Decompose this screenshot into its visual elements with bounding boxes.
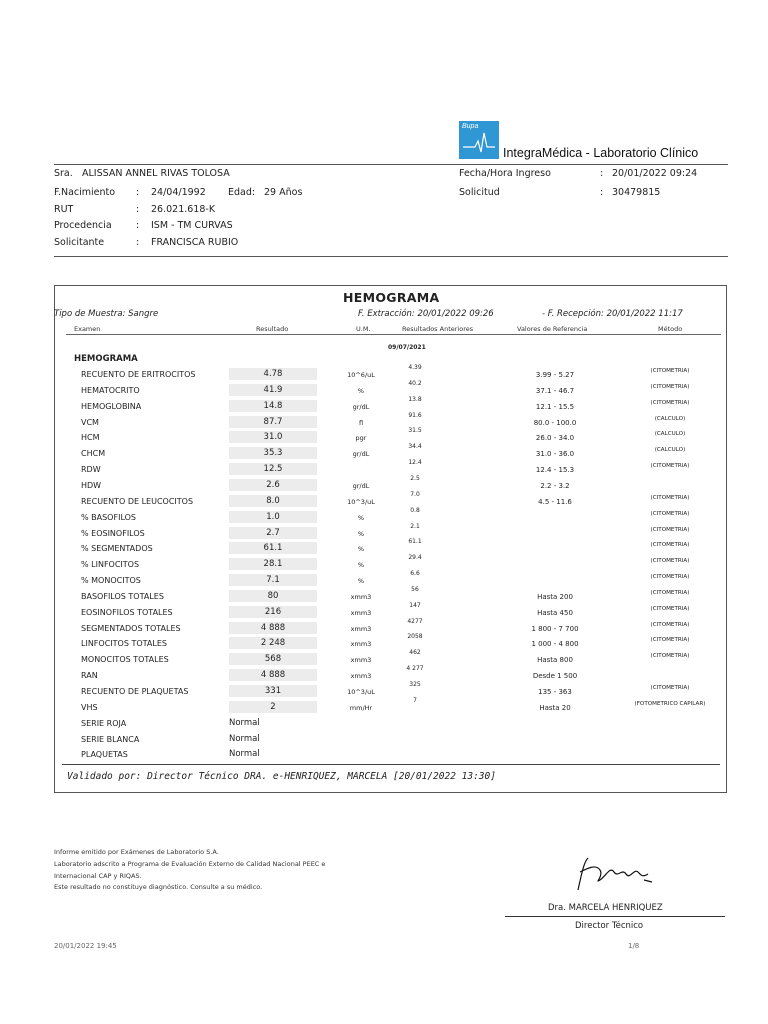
exam-unit: 10^3/uL [347,498,375,506]
exam-name: LINFOCITOS TOTALES [81,639,167,648]
exam-unit: % [357,577,365,585]
previous-result: 12.4 [408,459,422,466]
signer-name: Dra. MARCELA HENRIQUEZ [548,903,663,913]
previous-result: 7.0 [410,491,420,498]
exam-name: RAN [81,671,98,680]
exam-unit: xmm3 [350,640,372,648]
bupa-logo [459,121,499,159]
exam-result: 14.8 [229,400,317,412]
exam-name: % LINFOCITOS [81,560,140,569]
exam-method: (CALCULO) [654,447,686,453]
colon: : [136,187,140,198]
divider-columns [66,334,721,335]
col-um: U.M. [356,325,371,333]
exam-method: (CITOMETRIA) [650,527,690,533]
exam-method: (CITOMETRIA) [650,574,690,580]
procedencia-value: ISM - TM CURVAS [151,220,233,231]
exam-method: (CITOMETRIA) [650,685,690,691]
previous-result: 2.5 [410,475,420,482]
exam-name: RECUENTO DE PLAQUETAS [81,687,189,696]
exam-method: (CITOMETRIA) [650,653,690,659]
exam-unit: xmm3 [350,625,372,633]
exam-name: RECUENTO DE ERITROCITOS [81,370,196,379]
logo-text: Bupa [462,123,479,130]
exam-name: % SEGMENTADOS [81,544,153,553]
col-metodo: Método [658,325,683,333]
colon: : [136,204,140,215]
exam-unit: xmm3 [350,656,372,664]
exam-result: 4 888 [229,669,317,681]
exam-name: VCM [81,418,99,427]
reference-range: 4.5 - 11.6 [538,498,572,506]
exam-method: (CITOMETRIA) [650,558,690,564]
exam-result: 4.78 [229,368,317,380]
exam-result: 41.9 [229,384,317,396]
previous-result: 0.8 [410,507,420,514]
previous-result: 2.1 [410,523,420,530]
exam-result: 1.0 [229,511,317,523]
exam-name: % MONOCITOS [81,576,141,585]
previous-result: 4277 [407,618,423,625]
reference-range: 1 800 - 7 700 [531,625,579,633]
col-anteriores: Resultados Anteriores [402,325,474,333]
reference-range: 3.99 - 5.27 [535,371,575,379]
fecha-extraccion: F. Extracción: 20/01/2022 09:26 [358,309,494,319]
exam-unit: % [357,561,365,569]
reference-range: 37.1 - 46.7 [535,387,575,395]
col-resultado: Resultado [256,325,289,333]
section-title: HEMOGRAMA [74,354,138,364]
exam-unit: xmm3 [350,672,372,680]
exam-result: 2.7 [229,527,317,539]
exam-unit: xmm3 [350,593,372,601]
exam-method: (CITOMETRIA) [650,511,690,517]
exam-method: (CITOMETRIA) [650,606,690,612]
exam-result: 2.6 [229,479,317,491]
rut-value: 26.021.618-K [151,204,216,215]
reference-range: 26.0 - 34.0 [535,434,575,442]
reference-range: Hasta 450 [537,609,573,617]
procedencia-label: Procedencia [54,220,112,231]
reference-range: 12.4 - 15.3 [535,466,575,474]
footer-line: Este resultado no constituye diagnóstico. Consulte a su médico. [54,883,263,891]
reference-range: 1 000 - 4 800 [531,640,579,648]
exam-method: (CALCULO) [654,431,686,437]
exam-result: Normal [229,718,260,728]
ingreso-value: 20/01/2022 09:24 [612,168,698,179]
exam-result: Normal [229,749,260,759]
exam-unit: 10^3/uL [347,688,375,696]
exam-name: RECUENTO DE LEUCOCITOS [81,497,194,506]
exam-name: HCM [81,433,100,442]
reference-range: Hasta 800 [537,656,573,664]
rut-label: RUT [54,204,74,215]
colon: : [600,187,604,198]
exam-name: PLAQUETAS [81,750,128,759]
exam-result: 7.1 [229,574,317,586]
reference-range: 12.1 - 15.5 [535,403,575,411]
fecha-recepcion: - F. Recepción: 20/01/2022 11:17 [542,309,683,319]
exam-method: (CITOMETRIA) [650,637,690,643]
previous-result: 91.6 [408,412,422,419]
previous-result: 56 [411,586,419,593]
exam-unit: % [357,387,365,395]
footer-line: Informe emitido por Exámenes de Laboratorio S.A. [54,848,219,856]
birth-value: 24/04/1992 [151,187,206,198]
exam-unit: fl [358,419,364,427]
exam-unit: % [357,545,365,553]
reference-range: 31.0 - 36.0 [535,450,575,458]
printed-date: 20/01/2022 19:45 [54,942,117,950]
exam-unit: 10^6/uL [347,371,375,379]
exam-method: (CITOMETRIA) [650,400,690,406]
exam-name: BASOFILOS TOTALES [81,592,164,601]
exam-name: EOSINOFILOS TOTALES [81,608,173,617]
previous-result: 4 277 [406,665,424,672]
previous-result: 462 [409,649,421,656]
previous-result: 147 [409,602,421,609]
exam-name: VHS [81,703,98,712]
exam-unit: gr/dL [352,450,370,458]
divider-patient [54,256,728,257]
divider-top [54,164,728,165]
exam-result: Normal [229,734,260,744]
exam-name: CHCM [81,449,106,458]
colon: : [136,220,140,231]
patient-name: ALISSAN ANNEL RIVAS TOLOSA [82,168,230,179]
exam-unit: pgr [355,434,367,442]
solicitante-value: FRANCISCA RUBIO [151,237,239,248]
report-title: HEMOGRAMA [343,290,440,305]
exam-method: (CITOMETRIA) [650,368,690,374]
exam-result: 2 [229,701,317,713]
col-referencia: Valores de Referencia [517,325,588,333]
exam-result: 8.0 [229,495,317,507]
age-value: 29 Años [264,187,303,198]
previous-result: 31.5 [408,427,422,434]
signer-role: Director Técnico [575,921,644,931]
results-box [54,285,727,793]
exam-result: 216 [229,606,317,618]
reference-range: Desde 1 500 [532,672,578,680]
previous-result: 4.39 [408,364,422,371]
exam-result: 80 [229,590,317,602]
exam-unit: gr/dL [352,403,370,411]
previous-result: 61.1 [408,538,422,545]
age-label: Edad: [228,187,256,198]
exam-method: (CITOMETRIA) [650,542,690,548]
exam-unit: mm/Hr [349,704,373,712]
col-examen: Examen [74,325,101,333]
divider-validation [62,764,720,765]
exam-method: (CALCULO) [654,416,686,422]
colon: : [136,237,140,248]
previous-result: 40.2 [408,380,422,387]
exam-result: 28.1 [229,558,317,570]
previous-result: 34.4 [408,443,422,450]
footer-line: Laboratorio adscrito a Programa de Evaluación Externo de Calidad Nacional PEEC e [54,860,326,868]
signature [570,850,660,895]
solicitante-label: Solicitante [54,237,105,248]
validated-by: Validado por: Director Técnico DRA. e-HENRIQUEZ, MARCELA [20/01/2022 13:30] [67,771,496,782]
exam-result: 331 [229,685,317,697]
birth-label: F.Nacimiento [54,187,116,198]
reference-range: 80.0 - 100.0 [533,419,577,427]
previous-result: 325 [409,681,421,688]
exam-name: MONOCITOS TOTALES [81,655,169,664]
reference-range: 2.2 - 3.2 [540,482,570,490]
exam-method: (CITOMETRIA) [650,463,690,469]
exam-name: % BASOFILOS [81,513,136,522]
prev-date: 09/07/2021 [388,344,426,351]
exam-result: 87.7 [229,416,317,428]
colon: : [600,168,604,179]
lab-title: IntegraMédica - Laboratorio Clínico [503,146,699,160]
reference-range: Hasta 200 [537,593,573,601]
exam-method: (CITOMETRIA) [650,590,690,596]
previous-result: 7 [413,697,417,704]
exam-unit: % [357,530,365,538]
ingreso-label: Fecha/Hora Ingreso [459,168,551,179]
exam-name: HEMATOCRITO [81,386,140,395]
previous-result: 2058 [407,633,423,640]
exam-result: 568 [229,653,317,665]
exam-method: (CITOMETRIA) [650,495,690,501]
exam-name: HEMOGLOBINA [81,402,142,411]
exam-result: 35.3 [229,447,317,459]
solicitud-label: Solicitud [459,187,500,198]
exam-unit: % [357,514,365,522]
reference-range: 135 - 363 [538,688,572,696]
exam-unit: gr/dL [352,482,370,490]
solicitud-value: 30479815 [612,187,661,198]
exam-name: RDW [81,465,101,474]
exam-result: 2 248 [229,637,317,649]
exam-result: 61.1 [229,542,317,554]
exam-method: (CITOMETRIA) [650,622,690,628]
exam-result: 31.0 [229,431,317,443]
exam-name: SEGMENTADOS TOTALES [81,624,181,633]
previous-result: 29.4 [408,554,422,561]
reference-range: Hasta 20 [539,704,571,712]
exam-result: 4 888 [229,622,317,634]
exam-method: (CITOMETRIA) [650,384,690,390]
patient-prefix: Sra. [54,168,73,179]
previous-result: 13.8 [408,396,422,403]
exam-name: SERIE BLANCA [81,735,140,744]
exam-result: 12.5 [229,463,317,475]
exam-unit: xmm3 [350,609,372,617]
page-number: 1/8 [628,942,640,950]
tipo-muestra: Tipo de Muestra: Sangre [54,309,159,319]
exam-name: % EOSINOFILOS [81,529,145,538]
exam-name: SERIE ROJA [81,719,127,728]
exam-method: (FOTOMETRICO CAPILAR) [634,701,706,707]
heartbeat-icon [459,121,499,159]
signature-line [505,916,725,917]
exam-name: HDW [81,481,102,490]
previous-result: 6.6 [410,570,420,577]
footer-line: Internacional CAP y RIQAS. [54,872,142,880]
